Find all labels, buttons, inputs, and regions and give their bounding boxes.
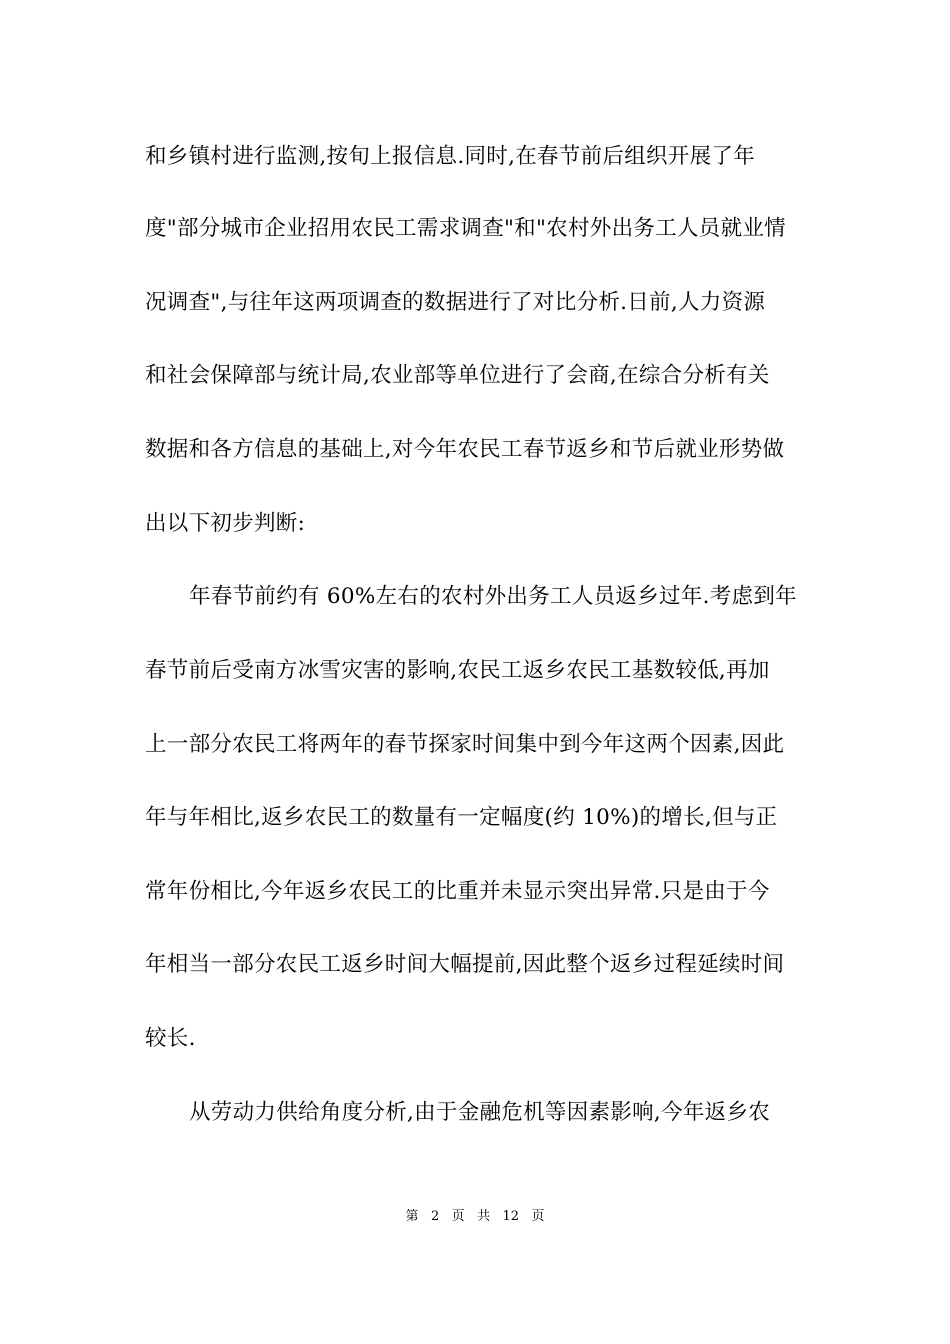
body-text-line: 和乡镇村进行监测,按旬上报信息.同时,在春节前后组织开展了年 (145, 144, 756, 169)
body-text-line: 较长. (145, 1026, 196, 1051)
footer-total-pages: 12 (502, 1209, 520, 1224)
body-text-line: 上一部分农民工将两年的春节探家时间集中到今年这两个因素,因此 (145, 732, 785, 757)
body-text-line: 和社会保障部与统计局,农业部等单位进行了会商,在综合分析有关 (145, 363, 770, 388)
body-text-line: 度"部分城市企业招用农民工需求调查"和"农村外出务工人员就业情 (145, 216, 786, 241)
footer-total-unit: 页 (531, 1209, 545, 1224)
body-text-line: 数据和各方信息的基础上,对今年农民工春节返乡和节后就业形势做 (145, 437, 785, 462)
body-text-line: 春节前后受南方冰雪灾害的影响,农民工返乡农民工基数较低,再加 (145, 658, 770, 683)
body-text-line: 况调查",与往年这两项调查的数据进行了对比分析.日前,人力资源 (145, 290, 766, 315)
body-text-line: 年相当一部分农民工返乡时间大幅提前,因此整个返乡过程延续时间 (145, 952, 785, 977)
paragraph-first-line: 从劳动力供给角度分析,由于金融危机等因素影响,今年返乡农 (189, 1100, 771, 1125)
footer-page-label: 第 (405, 1209, 419, 1224)
page-footer (0, 1208, 950, 1226)
body-text-line: 出以下初步判断: (145, 511, 306, 536)
footer-page-unit: 页 (451, 1209, 465, 1224)
footer-total-label: 共 (477, 1209, 491, 1224)
paragraph-first-line: 年春节前约有 60%左右的农村外出务工人员返乡过年.考虑到年 (189, 584, 797, 609)
body-text-line: 常年份相比,今年返乡农民工的比重并未显示突出异常.只是由于今 (145, 879, 770, 904)
body-text-line: 年与年相比,返乡农民工的数量有一定幅度(约 10%)的增长,但与正 (145, 805, 778, 830)
footer-page-number: 2 (430, 1209, 440, 1224)
